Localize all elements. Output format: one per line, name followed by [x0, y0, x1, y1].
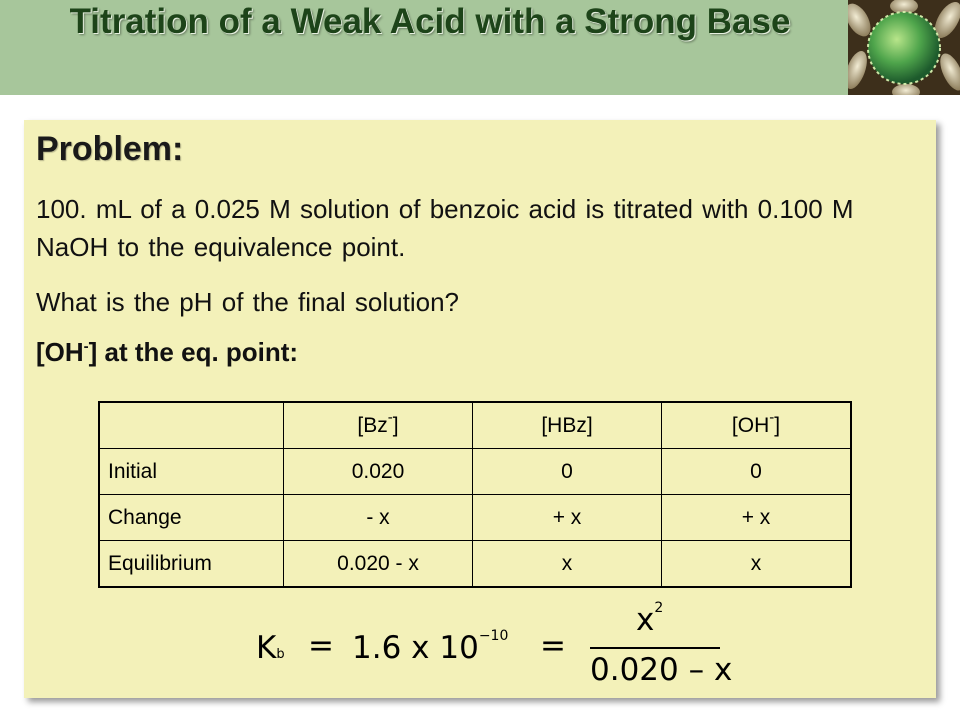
ice-column-header: [HBz]: [473, 402, 662, 449]
ice-row-label: Initial: [99, 449, 284, 495]
oh-equivalence-label: [OH-] at the eq. point:: [36, 337, 299, 367]
ice-row-label: Change: [99, 495, 284, 541]
ice-cell: 0: [662, 449, 852, 495]
kb-symbol: Kb: [256, 630, 285, 666]
slide-title: Titration of a Weak Acid with a Strong Base: [69, 2, 791, 41]
ice-cell: x: [662, 541, 852, 588]
ice-row-change: [99, 495, 851, 541]
ice-cell: + x: [473, 495, 662, 541]
equals-sign: =: [540, 628, 566, 664]
ice-column-header: [Bz-]: [284, 402, 473, 449]
ice-header-row: [99, 402, 851, 449]
ice-cell: 0: [473, 449, 662, 495]
fraction-bar: [590, 647, 720, 649]
ice-cell: + x: [662, 495, 852, 541]
ice-row-equilibrium: [99, 541, 851, 588]
ice-cell: x: [473, 541, 662, 588]
ice-cell: 0.020 - x: [284, 541, 473, 588]
microorganism-image: [848, 0, 960, 95]
problem-statement: 100. mL of a 0.025 M solution of benzoic acid is titrated with 0.100 M NaOH to the equivalence point.: [36, 194, 854, 262]
ice-row-initial: [99, 449, 851, 495]
ice-cell: 0.020: [284, 449, 473, 495]
problem-panel: [24, 120, 936, 698]
equals-sign: =: [308, 628, 334, 664]
ice-table: [98, 401, 852, 588]
title-bar: [0, 0, 960, 95]
ice-corner-cell: [99, 402, 284, 449]
fraction-numerator: $x^2$: [636, 600, 664, 638]
ice-row-label: Equilibrium: [99, 541, 284, 588]
problem-question: What is the pH of the final solution?: [36, 287, 460, 317]
fraction-denominator: 0.020 – x: [590, 652, 733, 688]
kb-value: 1.6 x $10^{-10}$: [352, 628, 509, 666]
problem-heading: Problem:: [36, 130, 184, 168]
ice-cell: - x: [284, 495, 473, 541]
ice-column-header: [OH-]: [662, 402, 852, 449]
